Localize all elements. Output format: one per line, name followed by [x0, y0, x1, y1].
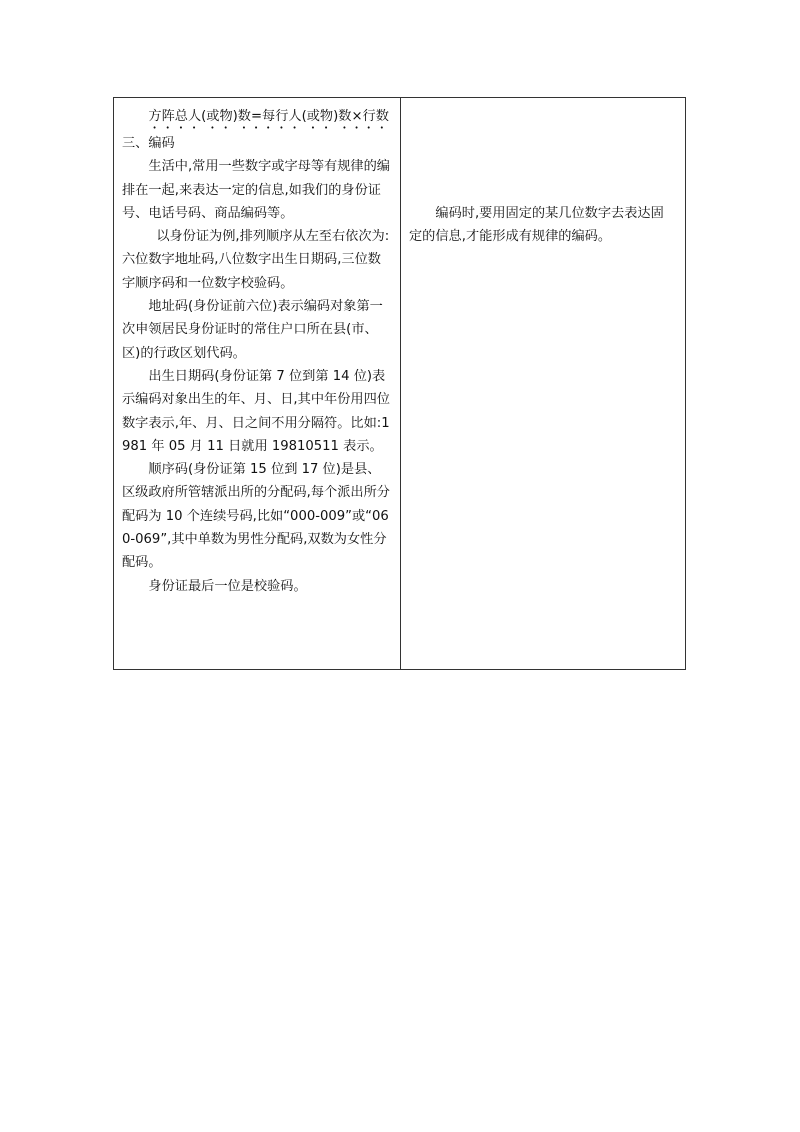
paragraph-address-code: 地址码(身份证前六位)表示编码对象第一次申领居民身份证时的常住户口所在县(市、区)的行政区划代码。	[122, 299, 383, 361]
paragraph-intro: 生活中,常用一些数字或字母等有规律的编排在一起,来表达一定的信息,如我们的身份证号、电话号码、商品编码等。	[122, 159, 390, 221]
left-column	[114, 98, 401, 669]
coding-note: 编码时,要用固定的某几位数字去表达固定的信息,才能形成有规律的编码。	[409, 206, 664, 245]
content-table	[113, 97, 686, 670]
paragraph-check-digit: 身份证最后一位是校验码。	[148, 578, 307, 594]
paragraph-id-structure: 以身份证为例,排列顺序从左至右依次为:六位数字地址码,八位数字出生日期码,三位数字顺序码和一位数字校验码。	[122, 229, 390, 291]
right-column	[401, 98, 685, 669]
section-heading: 三、编码	[122, 136, 175, 151]
paragraph-birthdate-code: 出生日期码(身份证第 7 位到第 14 位)表示编码对象出生的年、月、日,其中年份用四位数字表示,年、月、日之间不用分隔符。比如:1981 年 05 月 11 日就用 19810511 表示。	[122, 368, 390, 454]
paragraph-sequence-code: 顺序码(身份证第 15 位到 17 位)是县、区级政府所管辖派出所的分配码,每个派出所分配码为 10 个连续号码,比如“000-009”或“060-069”,其中单数为男性分配码,双数为女性分配码。	[122, 462, 390, 571]
formula-line: 方阵总人(或物)数=每行人(或物)数×行数	[148, 109, 389, 124]
